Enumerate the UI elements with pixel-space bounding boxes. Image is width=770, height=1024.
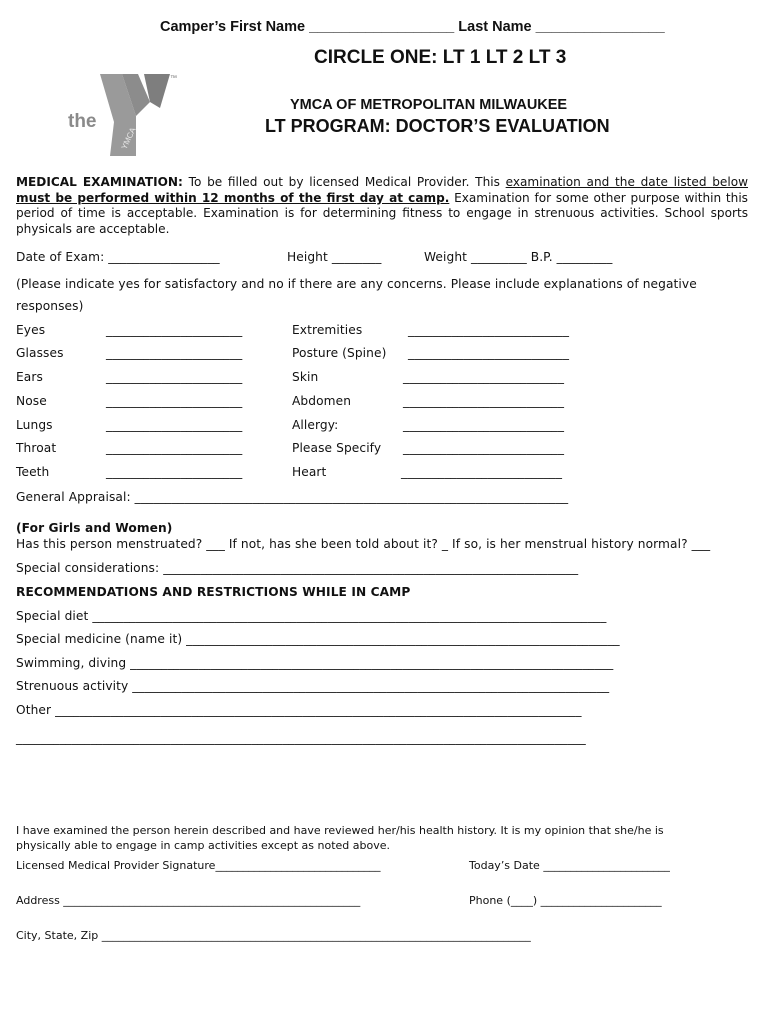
checklist-label: Eyes (16, 323, 46, 337)
organization-name: YMCA OF METROPOLITAN MILWAUKEE (290, 97, 568, 113)
checklist-blank[interactable]: ______________________ (106, 394, 243, 408)
intro-underline-1: examination and the date listed below (505, 175, 749, 189)
ymca-logo (64, 70, 180, 160)
intro-underline-2: must be performed within 12 months of the first day at camp. (16, 190, 450, 205)
intro-text-2: Examination for some other purpose within this period of time is acceptable. Examination is for determining fitness to engage in strenuous activities. School sports physicals are acceptable. (16, 190, 748, 236)
recommendations-heading: RECOMMENDATIONS AND RESTRICTIONS WHILE IN CAMP (16, 585, 411, 599)
checklist-label: Please Specify (292, 441, 382, 455)
girls-women-heading: (For Girls and Women) (16, 521, 173, 535)
special-diet-field[interactable]: Special diet ___________________________________________________________________________________ (16, 609, 607, 623)
logo-ymca-text: YMCA (119, 126, 138, 151)
checklist-blank[interactable]: ______________________ (106, 323, 243, 337)
intro-text-1: To be filled out by licensed Medical Provider. This (182, 175, 506, 189)
special-medicine-field[interactable]: Special medicine (name it) ______________________________________________________________________ (16, 632, 620, 646)
checklist-blank[interactable]: __________________________ (403, 418, 565, 432)
checklist-label: Teeth (16, 465, 50, 479)
address-field[interactable]: Address ______________________________________________________ (16, 894, 361, 907)
checklist-label: Ears (16, 370, 43, 384)
instruction-text-1: (Please indicate yes for satisfactory and no if there are any concerns. Please include explanations of negative (16, 277, 697, 291)
page-title: LT PROGRAM: DOCTOR’S EVALUATION (265, 116, 610, 136)
medical-exam-intro (16, 175, 748, 237)
statement-text-2: physically able to engage in camp activities except as noted above. (16, 839, 390, 852)
other-field[interactable]: Other _____________________________________________________________________________________ (16, 703, 582, 717)
todays-date-field[interactable]: Today’s Date _______________________ (469, 859, 670, 872)
logo-tm-text: ™ (170, 75, 177, 82)
checklist-blank[interactable]: __________________________ (403, 370, 565, 384)
swimming-diving-field[interactable]: Swimming, diving ______________________________________________________________________________ (16, 656, 614, 670)
ymca-logo-icon (64, 70, 180, 160)
checklist-label: Extremities (292, 323, 363, 337)
checklist-label: Skin (292, 370, 319, 384)
checklist-label: Allergy: (292, 418, 339, 432)
checklist-blank[interactable]: ______________________ (106, 418, 243, 432)
checklist-label: Heart (292, 465, 327, 479)
date-of-exam-field[interactable]: Date of Exam: __________________ (16, 250, 220, 264)
statement-text-1: I have examined the person herein described and have reviewed her/his health history. It is my opinion that she/he is (16, 824, 664, 837)
strenuous-activity-field[interactable]: Strenuous activity _____________________________________________________________________________ (16, 679, 610, 693)
checklist-blank[interactable]: ______________________ (106, 441, 243, 455)
checklist-label: Nose (16, 394, 47, 408)
logo-the-text: the (68, 111, 97, 132)
checklist-label: Throat (16, 441, 57, 455)
intro-lead: MEDICAL EXAMINATION: (16, 175, 183, 189)
city-state-zip-field[interactable]: City, State, Zip ______________________________________________________________________________ (16, 929, 531, 942)
checklist-blank[interactable]: __________________________ (408, 323, 570, 337)
checklist-blank[interactable]: __________________________ (403, 441, 565, 455)
height-field[interactable]: Height ________ (287, 250, 382, 264)
provider-signature-field[interactable]: Licensed Medical Provider Signature______________________________ (16, 859, 381, 872)
checklist-blank[interactable]: __________________________ (408, 346, 570, 360)
checklist-blank[interactable]: ______________________ (106, 346, 243, 360)
checklist-blank[interactable]: __________________________ (403, 394, 565, 408)
special-considerations-field[interactable]: Special considerations: ___________________________________________________________________ (16, 561, 579, 575)
instruction-text-2: responses) (16, 299, 84, 313)
circle-one-level[interactable]: CIRCLE ONE: LT 1 LT 2 LT 3 (314, 47, 567, 68)
checklist-blank[interactable]: ______________________ (106, 370, 243, 384)
checklist-label: Glasses (16, 346, 64, 360)
checklist-blank[interactable]: ______________________ (106, 465, 243, 479)
menstrual-question-field[interactable]: Has this person menstruated? ___ If not, has she been told about it? _ If so, is her menstrual history normal? ___ (16, 537, 711, 551)
other-continuation-field[interactable]: ____________________________________________________________________________________________ (16, 731, 586, 745)
checklist-label: Abdomen (292, 394, 352, 408)
phone-field[interactable]: Phone (____) ______________________ (469, 894, 662, 907)
weight-bp-field[interactable]: Weight _________ B.P. _________ (424, 250, 613, 264)
checklist-label: Lungs (16, 418, 53, 432)
checklist-blank[interactable]: __________________________ (401, 465, 563, 479)
checklist-label: Posture (Spine) (292, 346, 387, 360)
camper-name-line[interactable]: Camper’s First Name __________________ Last Name ________________ (160, 19, 665, 35)
general-appraisal-field[interactable]: General Appraisal: ______________________________________________________________________ (16, 490, 569, 504)
